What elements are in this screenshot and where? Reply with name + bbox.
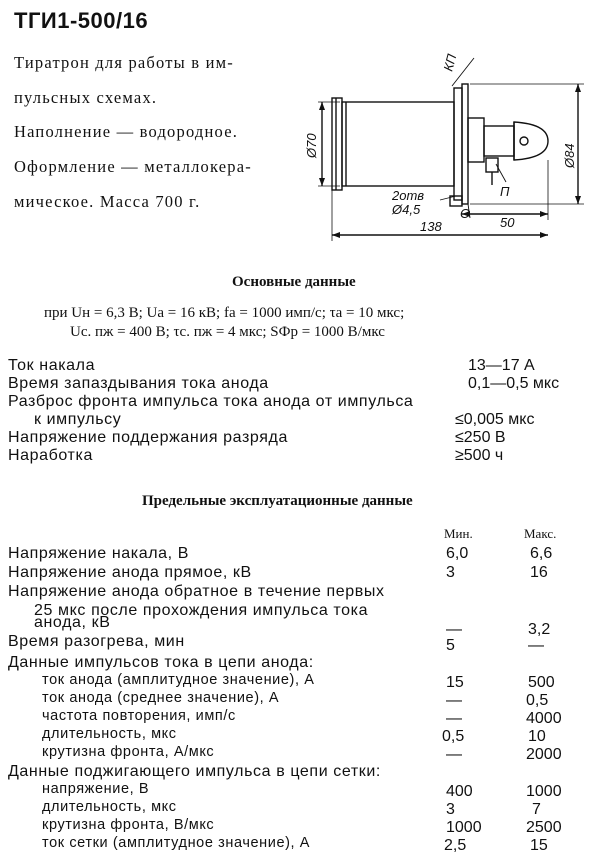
main-row-value: ≤0,005 мкс <box>455 411 535 428</box>
label-p: П <box>500 184 510 199</box>
intro-line-5: мическое. Масса 700 г. <box>14 192 201 211</box>
limit-row-label: 25 мкс после прохождения импульса тока <box>34 602 369 619</box>
limit-row-label: крутизна фронта, А/мкс <box>42 744 215 760</box>
tube-outline-drawing <box>0 0 613 260</box>
limit-row-label: анода, кВ <box>34 614 111 631</box>
limit-row-max: 4000 <box>526 710 562 727</box>
limit-row-label: длительность, мкс <box>42 799 177 815</box>
main-row-label: к импульсу <box>34 411 122 428</box>
main-row-label: Время запаздывания тока анода <box>8 375 269 392</box>
limit-row-min: 15 <box>446 674 464 691</box>
limit-row-label: напряжение, В <box>42 781 150 797</box>
main-row-label: Напряжение поддержания разряда <box>8 429 288 446</box>
limit-group-label: Данные поджигающего импульса в цепи сетки: <box>8 763 381 780</box>
limit-row-min: 400 <box>446 783 473 800</box>
limit-row-max: 3,2 <box>528 621 551 638</box>
page-title: ТГИ1-500/16 <box>14 8 149 33</box>
main-row-label: Разброс фронта импульса тока анода от импульса <box>8 393 414 410</box>
column-max-header: Макс. <box>524 526 557 541</box>
limit-row-label: ток сетки (амплитудное значение), А <box>42 835 311 851</box>
dim-138: 138 <box>420 219 442 234</box>
label-c: С <box>460 206 470 221</box>
limit-row-max: 10 <box>528 728 546 745</box>
intro-line-4: Оформление — металлокера- <box>14 157 252 176</box>
limit-row-max: 15 <box>530 837 548 854</box>
conditions-line-1: при Uн = 6,3 В; Uа = 16 кВ; fа = 1000 имп/с; τа = 10 мкс; <box>44 305 405 321</box>
limit-row-label: крутизна фронта, В/мкс <box>42 817 215 833</box>
limit-row-min: — <box>446 746 462 763</box>
main-row-value: ≤250 В <box>455 429 506 446</box>
limit-row-label: длительность, мкс <box>42 726 177 742</box>
limit-row-label: Напряжение накала, В <box>8 545 189 562</box>
limit-row-max: 2000 <box>526 746 562 763</box>
limits-heading: Предельные эксплуатационные данные <box>142 493 413 509</box>
limit-row-max: 16 <box>530 564 548 581</box>
limit-row-label: частота повторения, имп/с <box>42 708 236 724</box>
limit-row-label: Время разогрева, мин <box>8 633 185 650</box>
main-row-label: Наработка <box>8 447 93 464</box>
main-row-value: ≥500 ч <box>455 447 504 464</box>
limit-row-max: — <box>528 637 544 654</box>
limit-row-max: 6,6 <box>530 545 553 562</box>
limit-row-min: 3 <box>446 564 455 581</box>
limit-row-max: 2500 <box>526 819 562 836</box>
limit-row-min: 6,0 <box>446 545 469 562</box>
intro-line-1: Тиратрон для работы в им- <box>14 53 234 72</box>
limit-row-label: Напряжение анода обратное в течение первых <box>8 583 385 600</box>
limit-row-max: 500 <box>528 674 555 691</box>
main-data-heading: Основные данные <box>232 274 356 290</box>
limit-row-label: ток анода (амплитудное значение), А <box>42 672 315 688</box>
limit-row-min: 0,5 <box>442 728 465 745</box>
main-row-value: 13—17 А <box>468 357 535 374</box>
label-dia84: Ø84 <box>562 143 577 168</box>
dim-50: 50 <box>500 215 515 230</box>
limit-row-max: 1000 <box>526 783 562 800</box>
intro-line-3: Наполнение — водородное. <box>14 122 239 141</box>
limit-row-label: Напряжение анода прямое, кВ <box>8 564 252 581</box>
intro-line-2: пульсных схемах. <box>14 88 158 107</box>
main-row-value: 0,1—0,5 мкс <box>468 375 560 392</box>
limit-group-label: Данные импульсов тока в цепи анода: <box>8 654 314 671</box>
column-min-header: Мин. <box>444 526 473 541</box>
label-holes-dia: Ø4,5 <box>392 202 421 217</box>
limit-row-min: 1000 <box>446 819 482 836</box>
label-dia70: Ø70 <box>304 133 319 158</box>
limit-row-min: — <box>446 692 462 709</box>
limit-row-max: 7 <box>532 801 541 818</box>
limit-row-min: 5 <box>446 637 455 654</box>
limit-row-min: 3 <box>446 801 455 818</box>
limit-row-min: — <box>446 710 462 727</box>
label-kp: КП <box>440 52 460 73</box>
limit-row-min: — <box>446 621 462 638</box>
limit-row-label: ток анода (среднее значение), А <box>42 690 280 706</box>
limit-row-min: 2,5 <box>444 837 467 854</box>
conditions-line-2: Uс. пж = 400 В; τс. пж = 4 мкс; SФр = 1000 В/мкс <box>70 324 385 340</box>
main-row-label: Ток накала <box>8 357 96 374</box>
limit-row-max: 0,5 <box>526 692 549 709</box>
label-holes: 2отв <box>392 188 425 203</box>
